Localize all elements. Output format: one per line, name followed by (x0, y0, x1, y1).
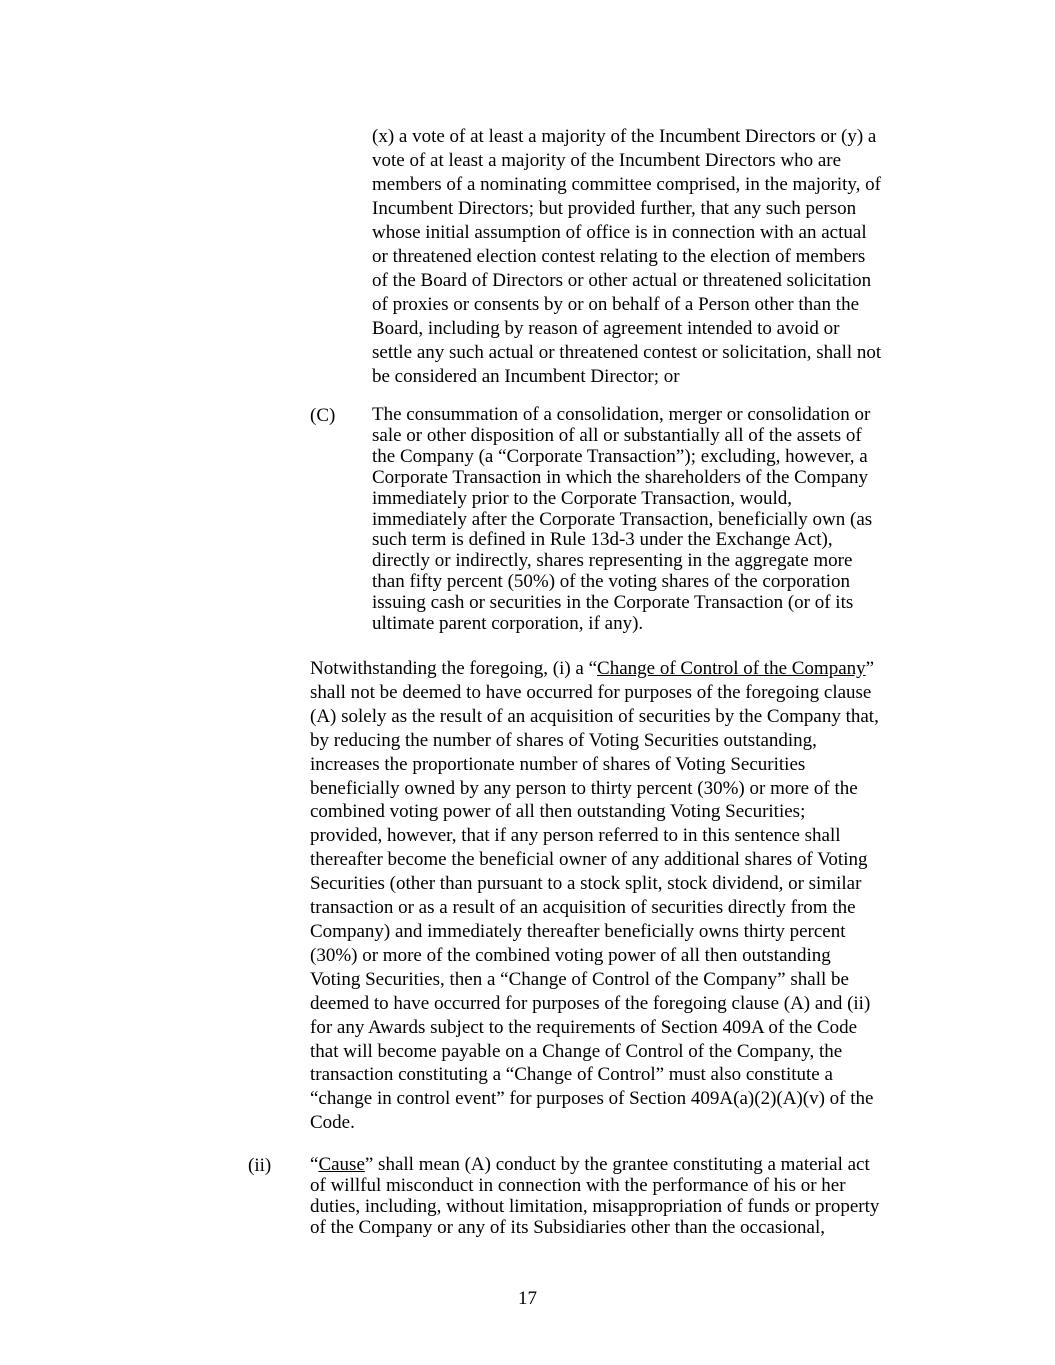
text-line: combined voting power of all then outstanding Voting Securities; (310, 801, 806, 823)
text-line: thereafter become the beneficial owner of any additional shares of Voting (310, 849, 868, 871)
text-line: provided, however, that if any person referred to in this sentence shall (310, 825, 841, 847)
defined-term-change-of-control: Change of Control of the Company (597, 658, 866, 679)
text-line: Company) and immediately thereafter beneficially owns thirty percent (310, 920, 846, 942)
text-line: deemed to have occurred for purposes of the foregoing clause (A) and (ii) (310, 992, 871, 1014)
text-line: than fifty percent (50%) of the voting shares of the corporation (372, 571, 851, 593)
text-line: whose initial assumption of office is in connection with an actual (372, 222, 867, 243)
text-line: for any Awards subject to the requirements of Section 409A of the Code (310, 1016, 858, 1038)
text-line: that will become payable on a Change of Control of the Company, the (310, 1040, 843, 1062)
defined-term-cause: Cause (318, 1154, 365, 1175)
text-fragment: ” shall mean (A) conduct by the grantee constituting a material act (364, 1154, 870, 1175)
paragraph-notwithstanding (310, 657, 879, 1135)
text-line: directly or indirectly, shares representing in the aggregate more (372, 550, 853, 572)
text-fragment: Notwithstanding the foregoing, (i) a “ (310, 658, 598, 679)
text-line: shall not be deemed to have occurred for purposes of the foregoing clause (310, 681, 872, 703)
text-line: Board, including by reason of agreement intended to avoid or (372, 318, 840, 339)
text-fragment: “ (310, 1154, 319, 1175)
text-line (310, 1155, 879, 1176)
text-line: members of a nominating committee comprised, in the majority, of (372, 174, 882, 195)
text-line: ultimate parent corporation, if any). (372, 613, 644, 635)
text-line: Securities (other than pursuant to a stock split, stock dividend, or similar (310, 873, 862, 895)
text-line: issuing cash or securities in the Corporate Transaction (or of its (372, 592, 854, 614)
text-line: beneficially owned by any person to thirty percent (30%) or more of the (310, 777, 858, 799)
text-line: immediately after the Corporate Transaction, beneficially own (as (372, 508, 873, 530)
text-line: immediately prior to the Corporate Transaction, would, (372, 487, 793, 509)
text-line: or threatened election contest relating to the election of members (372, 246, 866, 267)
text-line: sale or other disposition of all or substantially all of the assets of (372, 424, 862, 446)
text-line: the Company (a “Corporate Transaction”); excluding, however, a (372, 445, 868, 467)
text-line: of willful misconduct in connection with the performance of his or her (310, 1174, 846, 1196)
text-line: (x) a vote of at least a majority of the Incumbent Directors or (y) a (372, 126, 877, 147)
paragraph-incumbent-directors (372, 125, 881, 389)
text-line: settle any such actual or threatened contest or solicitation, shall not (372, 342, 882, 363)
text-line: The consummation of a consolidation, merger or consolidation or (372, 404, 871, 425)
text-fragment: ” (865, 658, 875, 679)
text-line (310, 657, 879, 681)
clause-ii-label: (ii) (248, 1155, 272, 1176)
page-number: 17 (518, 1288, 537, 1309)
text-line: duties, including, without limitation, misappropriation of funds or property (310, 1195, 880, 1217)
text-line: Incumbent Directors; but provided further, that any such person (372, 198, 857, 219)
text-line: (30%) or more of the combined voting power of all then outstanding (310, 944, 831, 966)
text-line: be considered an Incumbent Director; or (372, 366, 680, 387)
text-line: Voting Securities, then a “Change of Control of the Company” shall be (310, 968, 849, 990)
text-line: of the Board of Directors or other actual or threatened solicitation (372, 270, 872, 291)
text-line: by reducing the number of shares of Voting Securities outstanding, (310, 729, 817, 751)
text-line: Corporate Transaction in which the shareholders of the Company (372, 466, 869, 488)
text-line: such term is defined in Rule 13d-3 under the Exchange Act), (372, 529, 833, 551)
text-line: increases the proportionate number of shares of Voting Securities (310, 753, 806, 775)
text-line: transaction or as a result of an acquisition of securities directly from the (310, 897, 856, 919)
clause-c-label: (C) (310, 405, 336, 426)
text-line: of the Company or any of its Subsidiaries other than the occasional, (310, 1216, 825, 1238)
text-line: (A) solely as the result of an acquisition of securities by the Company that, (310, 705, 879, 727)
text-line: of proxies or consents by or on behalf of a Person other than the (372, 294, 860, 315)
clause-ii-cause (310, 1155, 879, 1239)
clause-c-corporate-transaction (372, 405, 872, 635)
text-line: vote of at least a majority of the Incumbent Directors who are (372, 150, 842, 171)
text-line: transaction constituting a “Change of Control” must also constitute a (310, 1064, 833, 1086)
text-line: “change in control event” for purposes of Section 409A(a)(2)(A)(v) of the (310, 1088, 874, 1110)
text-line: Code. (310, 1112, 355, 1134)
